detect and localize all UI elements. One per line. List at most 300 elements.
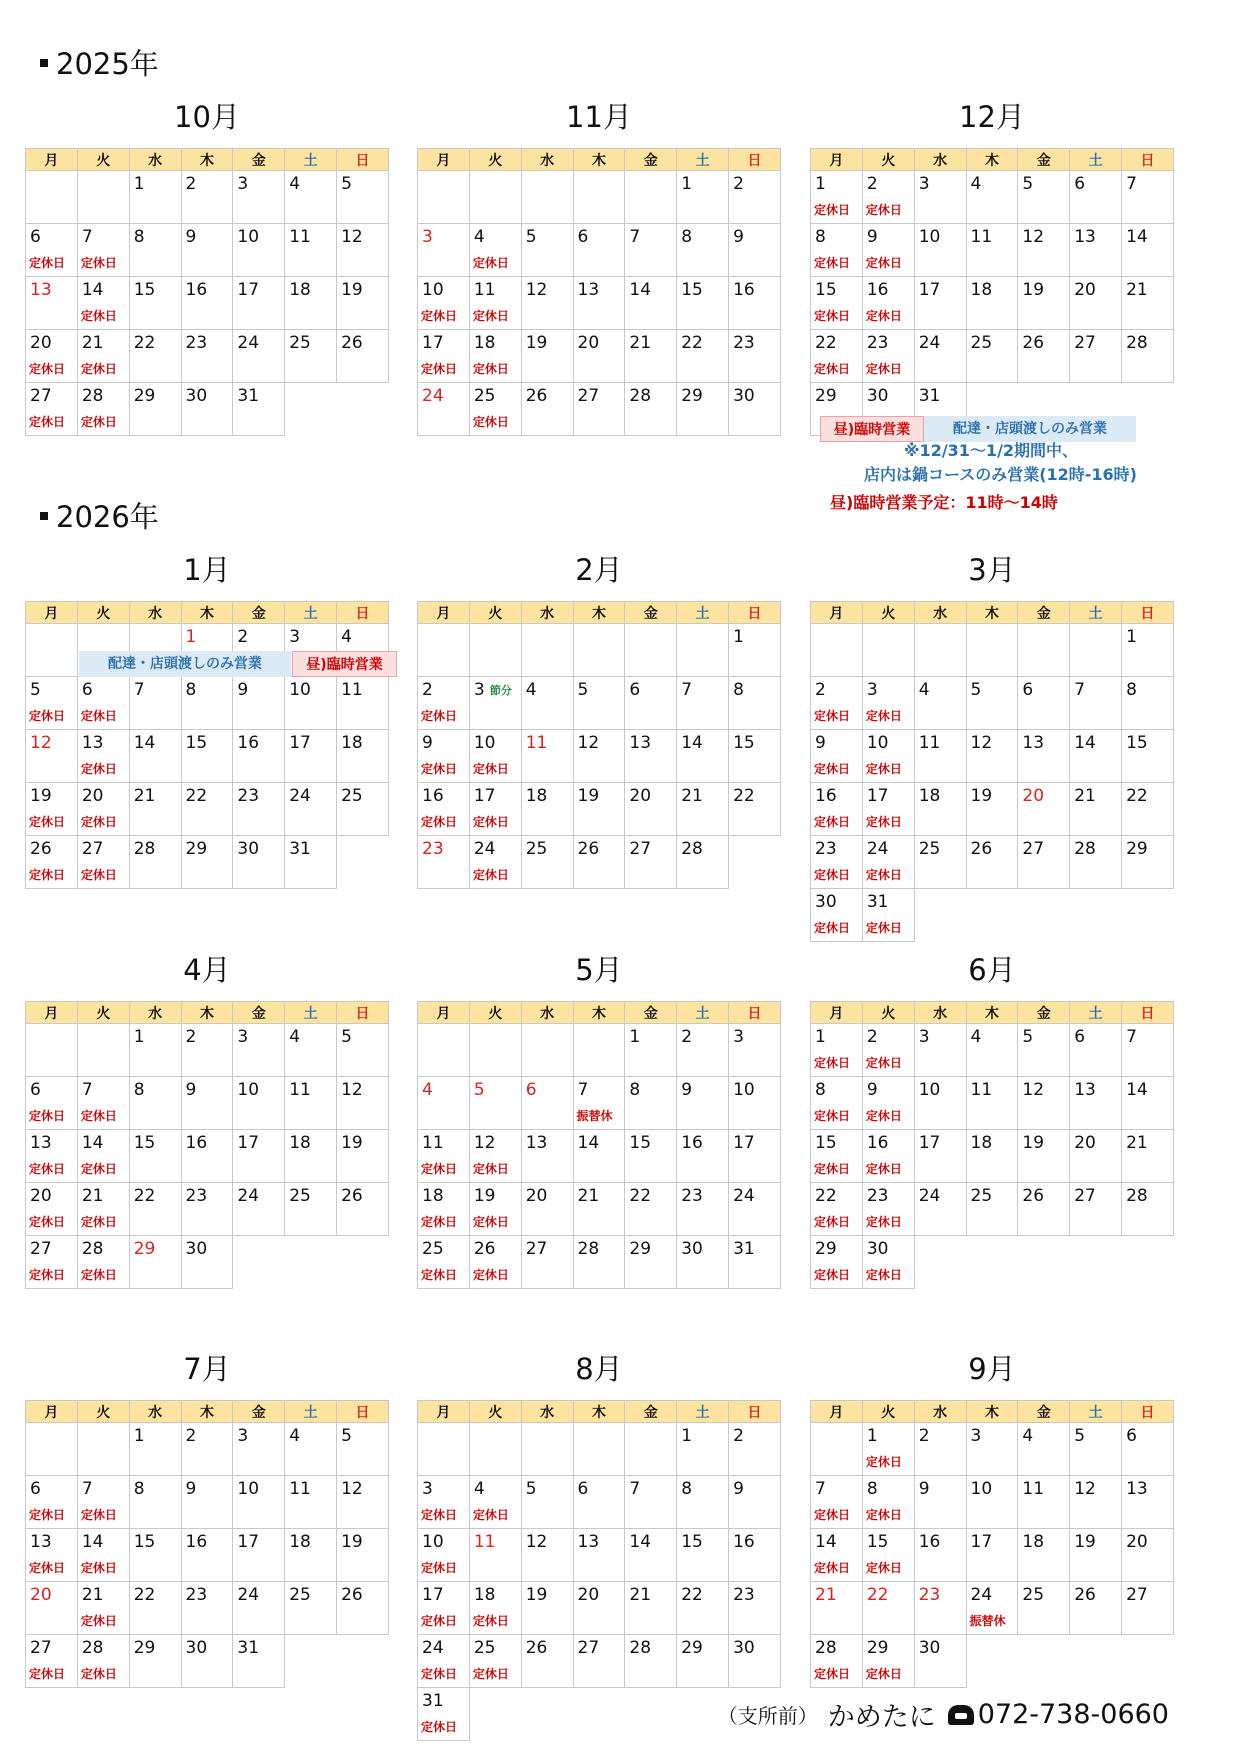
day-cell [1070,836,1122,889]
day-cell [77,224,129,277]
empty-day-cell [1122,1236,1174,1289]
empty-day-cell [26,1423,78,1476]
day-cell [77,277,129,330]
day-number: 29 [133,1638,156,1658]
day-number: 30 [866,1239,889,1259]
closed-day-label: 定休日 [865,1109,902,1123]
day-cell [966,836,1018,889]
day-cell [1018,1183,1070,1236]
day-number: 26 [525,1638,548,1658]
day-cell [625,1635,677,1688]
day-number: 1 [1126,627,1137,647]
day-cell [625,730,677,783]
day-number: 22 [133,333,156,353]
day-cell [573,1183,625,1236]
month-title: 8月 [575,1352,623,1386]
weekday-header: 水 [129,149,181,171]
day-cell [418,783,470,836]
day-number: 22 [733,786,755,806]
month-title: 7月 [183,1352,231,1386]
day-cell [811,330,863,383]
day-cell [1122,1582,1174,1635]
weekday-header: 土 [1070,1401,1122,1423]
closed-day-label: 定休日 [80,1215,117,1229]
day-number: 22 [133,1585,156,1605]
day-cell [573,1236,625,1289]
empty-day-cell [26,171,78,224]
empty-day-cell [469,1423,521,1476]
month-title: 6月 [968,953,1016,987]
day-cell [181,1476,233,1529]
day-cell [129,1635,181,1688]
day-number: 14 [815,1532,837,1552]
weekday-header: 水 [521,602,573,624]
day-cell [285,1024,337,1077]
closed-day-label: 定休日 [814,256,851,270]
day-number: 21 [81,1585,104,1605]
day-number: 8 [733,680,744,700]
closed-day-label: 定休日 [29,415,66,429]
day-cell [573,383,625,436]
day-number: 19 [30,786,52,806]
day-number: 7 [81,1080,93,1100]
weekday-header: 金 [233,1401,285,1423]
day-cell [1018,1582,1070,1635]
day-cell [914,330,966,383]
day-number: 22 [866,1585,889,1605]
day-number: 9 [237,680,249,700]
closed-day-label: 定休日 [421,309,458,323]
weekday-header: 木 [573,1401,625,1423]
day-cell [811,224,863,277]
day-cell [129,1582,181,1635]
empty-day-cell [625,1423,677,1476]
day-number: 5 [1022,174,1034,194]
day-cell [181,383,233,436]
empty-day-cell [233,1236,285,1289]
day-cell [129,1423,181,1476]
day-cell [677,330,729,383]
day-number: 27 [577,1638,600,1658]
event-label: 振替休 [576,1109,613,1123]
day-number: 23 [815,839,837,859]
day-number: 12 [577,733,600,753]
day-cell [811,1077,863,1130]
weekday-header: 木 [966,149,1018,171]
day-cell [337,1582,389,1635]
closed-day-label: 定休日 [80,868,117,882]
year-label: 2025年 [56,47,159,81]
day-cell [337,1077,389,1130]
day-number: 19 [525,1585,548,1605]
day-number: 14 [1126,227,1148,247]
day-cell [966,677,1018,730]
empty-day-cell [914,889,966,942]
day-cell [677,224,729,277]
empty-day-cell [1070,1635,1122,1688]
day-cell [285,836,337,889]
day-number: 24 [918,333,941,353]
day-cell [914,836,966,889]
closed-day-label: 定休日 [29,1162,66,1176]
day-cell [285,1183,337,1236]
day-cell [966,171,1018,224]
day-cell [77,1529,129,1582]
day-number: 26 [1074,1585,1096,1605]
day-cell [677,277,729,330]
day-number: 9 [733,1479,744,1499]
day-number: 24 [918,1186,941,1206]
empty-day-cell [26,1024,78,1077]
day-number: 10 [422,1532,444,1552]
day-cell [1122,1077,1174,1130]
day-cell [862,836,914,889]
day-number: 6 [30,1479,41,1499]
day-cell [1018,277,1070,330]
day-number: 5 [473,1080,485,1100]
weekday-header: 月 [418,1401,470,1423]
day-cell [233,836,285,889]
closed-day-label: 定休日 [865,762,902,776]
phone-number[interactable]: 072-738-0660 [977,1699,1169,1730]
day-cell [285,171,337,224]
day-cell [418,383,470,436]
closed-day-label: 定休日 [865,709,902,723]
day-number: 17 [237,1133,260,1153]
day-number: 25 [1022,1585,1045,1605]
day-number: 12 [473,1133,496,1153]
empty-day-cell [337,383,389,436]
day-number: 21 [815,1585,837,1605]
day-cell [26,1476,78,1529]
day-number: 27 [81,839,104,859]
empty-day-cell [521,171,573,224]
day-number: 5 [525,227,537,247]
day-number: 10 [237,227,260,247]
day-cell [469,1183,521,1236]
weekday-header: 水 [914,1401,966,1423]
empty-day-cell [625,1688,677,1741]
month-title: 12月 [959,100,1025,134]
day-number: 4 [970,174,982,194]
day-number: 31 [422,1691,444,1711]
day-number: 27 [577,386,600,406]
day-cell [966,224,1018,277]
day-number: 1 [866,1426,878,1446]
day-cell [811,1236,863,1289]
day-number: 21 [81,1186,104,1206]
day-number: 13 [30,1133,52,1153]
empty-day-cell [966,889,1018,942]
day-number: 29 [866,1638,889,1658]
weekday-header: 土 [285,602,337,624]
empty-day-cell [573,624,625,677]
day-cell [862,1024,914,1077]
day-cell [966,1024,1018,1077]
day-number: 21 [81,333,104,353]
closed-day-label: 定休日 [472,309,509,323]
day-number: 19 [1022,280,1045,300]
empty-day-cell [469,624,521,677]
day-cell [233,383,285,436]
day-number: 21 [681,786,703,806]
day-cell [337,1183,389,1236]
day-cell [418,1077,470,1130]
weekday-header: 土 [1070,602,1122,624]
day-number: 6 [30,227,41,247]
closed-day-label: 定休日 [421,362,458,376]
weekday-header: 木 [966,1002,1018,1024]
closed-day-label: 定休日 [865,1056,902,1070]
day-number: 23 [866,333,889,353]
closed-day-label: 定休日 [814,1561,851,1575]
day-cell [729,1529,781,1582]
day-number: 26 [970,839,993,859]
day-cell [677,1183,729,1236]
day-number: 18 [1022,1532,1045,1552]
month-calendar-table [25,1001,389,1289]
month-calendar-table [25,601,389,889]
day-number: 25 [289,333,311,353]
month-title: 3月 [968,553,1016,587]
day-cell [418,224,470,277]
weekday-header: 水 [129,602,181,624]
day-number: 14 [577,1133,600,1153]
day-number: 19 [341,1133,363,1153]
day-number: 29 [185,839,208,859]
day-number: 17 [473,786,496,806]
day-number: 16 [918,1532,941,1552]
closed-day-label: 定休日 [421,1720,458,1734]
day-number: 31 [866,892,889,912]
day-cell [129,277,181,330]
day-cell [573,1476,625,1529]
closed-day-label: 定休日 [865,921,902,935]
day-cell [129,224,181,277]
day-number: 15 [733,733,755,753]
day-cell [285,1476,337,1529]
day-number: 14 [629,1532,652,1552]
month-title: 2月 [575,553,623,587]
day-number: 11 [289,1479,311,1499]
day-cell [285,277,337,330]
day-number: 3 [289,627,301,647]
day-number: 25 [473,386,496,406]
day-cell [26,783,78,836]
day-cell [181,1635,233,1688]
day-cell [77,1077,129,1130]
day-number: 22 [815,1186,837,1206]
day-number: 30 [185,1638,208,1658]
day-cell [1070,1024,1122,1077]
day-cell [1070,1183,1122,1236]
day-cell [469,383,521,436]
weekday-header: 金 [233,1002,285,1024]
day-cell [337,783,389,836]
day-number: 7 [629,1479,641,1499]
day-cell [285,677,337,730]
day-cell [233,1476,285,1529]
day-cell [129,677,181,730]
day-cell [1122,836,1174,889]
day-number: 14 [1126,1080,1148,1100]
day-cell [625,330,677,383]
day-number: 7 [1126,174,1137,194]
day-cell [469,224,521,277]
closed-day-label: 定休日 [80,762,117,776]
closed-day-label: 定休日 [865,868,902,882]
day-number: 21 [629,1585,652,1605]
day-number: 18 [473,1585,496,1605]
day-cell [811,730,863,783]
closed-day-label: 定休日 [421,762,458,776]
closed-day-label: 定休日 [29,868,66,882]
day-cell [1018,1423,1070,1476]
day-cell [469,730,521,783]
day-number: 11 [341,680,363,700]
day-number: 17 [289,733,311,753]
closed-day-label: 定休日 [814,362,851,376]
day-cell [1122,330,1174,383]
day-number: 12 [525,280,548,300]
day-number: 4 [970,1027,982,1047]
closed-day-label: 定休日 [421,709,458,723]
day-cell [77,836,129,889]
day-number: 12 [341,1479,363,1499]
day-number: 31 [918,386,941,406]
day-number: 8 [133,227,145,247]
day-cell [181,1024,233,1077]
day-number: 29 [815,386,837,406]
day-number: 25 [289,1186,311,1206]
month-title: 1月 [183,553,231,587]
day-cell [1018,1529,1070,1582]
day-cell [914,171,966,224]
closed-day-label: 定休日 [814,1215,851,1229]
day-number: 22 [1126,786,1148,806]
day-cell [337,1476,389,1529]
day-number: 5 [577,680,589,700]
day-number: 20 [30,1585,52,1605]
day-number: 19 [525,333,548,353]
day-number: 9 [422,733,433,753]
empty-day-cell [285,1635,337,1688]
day-number: 15 [133,1532,156,1552]
day-number: 6 [629,680,641,700]
day-cell [1018,677,1070,730]
day-number: 25 [341,786,363,806]
day-number: 1 [133,1426,145,1446]
closed-day-label: 定休日 [472,815,509,829]
day-number: 24 [970,1585,993,1605]
day-number: 16 [185,280,208,300]
closed-day-label: 定休日 [80,362,117,376]
day-number: 25 [970,333,993,353]
empty-day-cell [337,1236,389,1289]
day-cell [966,1582,1018,1635]
day-number: 8 [133,1479,145,1499]
day-number: 12 [525,1532,548,1552]
day-cell [233,1024,285,1077]
weekday-header: 日 [1122,1401,1174,1423]
weekday-header: 木 [181,1401,233,1423]
day-cell [285,1582,337,1635]
day-number: 11 [289,227,311,247]
day-cell [729,330,781,383]
day-number: 29 [815,1239,837,1259]
day-number: 22 [185,786,208,806]
day-cell [1018,1130,1070,1183]
day-number: 8 [866,1479,878,1499]
day-cell [26,1183,78,1236]
day-number: 16 [237,733,260,753]
empty-day-cell [914,1236,966,1289]
day-cell [77,1130,129,1183]
day-cell [811,1476,863,1529]
empty-day-cell [469,171,521,224]
day-number: 2 [733,174,744,194]
day-cell [1070,277,1122,330]
day-cell [573,783,625,836]
day-cell [729,624,781,677]
day-number: 19 [577,786,600,806]
day-number: 17 [918,280,941,300]
empty-day-cell [521,1024,573,1077]
day-number: 1 [681,174,693,194]
day-cell [26,330,78,383]
day-number: 19 [473,1186,496,1206]
year-label: 2026年 [56,500,159,534]
event-label: 振替休 [969,1614,1006,1628]
day-number: 10 [733,1080,755,1100]
day-cell [77,1183,129,1236]
weekday-header: 土 [285,149,337,171]
day-number: 2 [918,1426,930,1446]
day-number: 7 [133,680,145,700]
day-cell [129,730,181,783]
day-cell [573,1582,625,1635]
day-number: 28 [81,1638,104,1658]
weekday-header: 木 [966,602,1018,624]
day-cell [966,1130,1018,1183]
day-cell [811,1130,863,1183]
day-number: 29 [1126,839,1148,859]
day-number: 4 [473,227,485,247]
day-number: 11 [473,1532,496,1552]
day-number: 12 [1074,1479,1096,1499]
day-number: 3 [473,680,485,700]
empty-day-cell [1018,1236,1070,1289]
day-cell [677,1423,729,1476]
day-number: 2 [237,627,249,647]
day-cell [729,730,781,783]
day-cell [469,836,521,889]
day-number: 1 [815,1027,826,1047]
day-cell [573,1529,625,1582]
day-number: 23 [918,1585,941,1605]
day-number: 2 [681,1027,693,1047]
day-number: 13 [1074,227,1096,247]
day-number: 17 [918,1133,941,1153]
day-cell [677,1476,729,1529]
month-title: 5月 [575,953,623,987]
day-cell [181,783,233,836]
day-cell [337,1529,389,1582]
day-cell [914,1130,966,1183]
closed-day-label: 定休日 [80,1162,117,1176]
day-cell [862,730,914,783]
day-number: 15 [681,1532,703,1552]
